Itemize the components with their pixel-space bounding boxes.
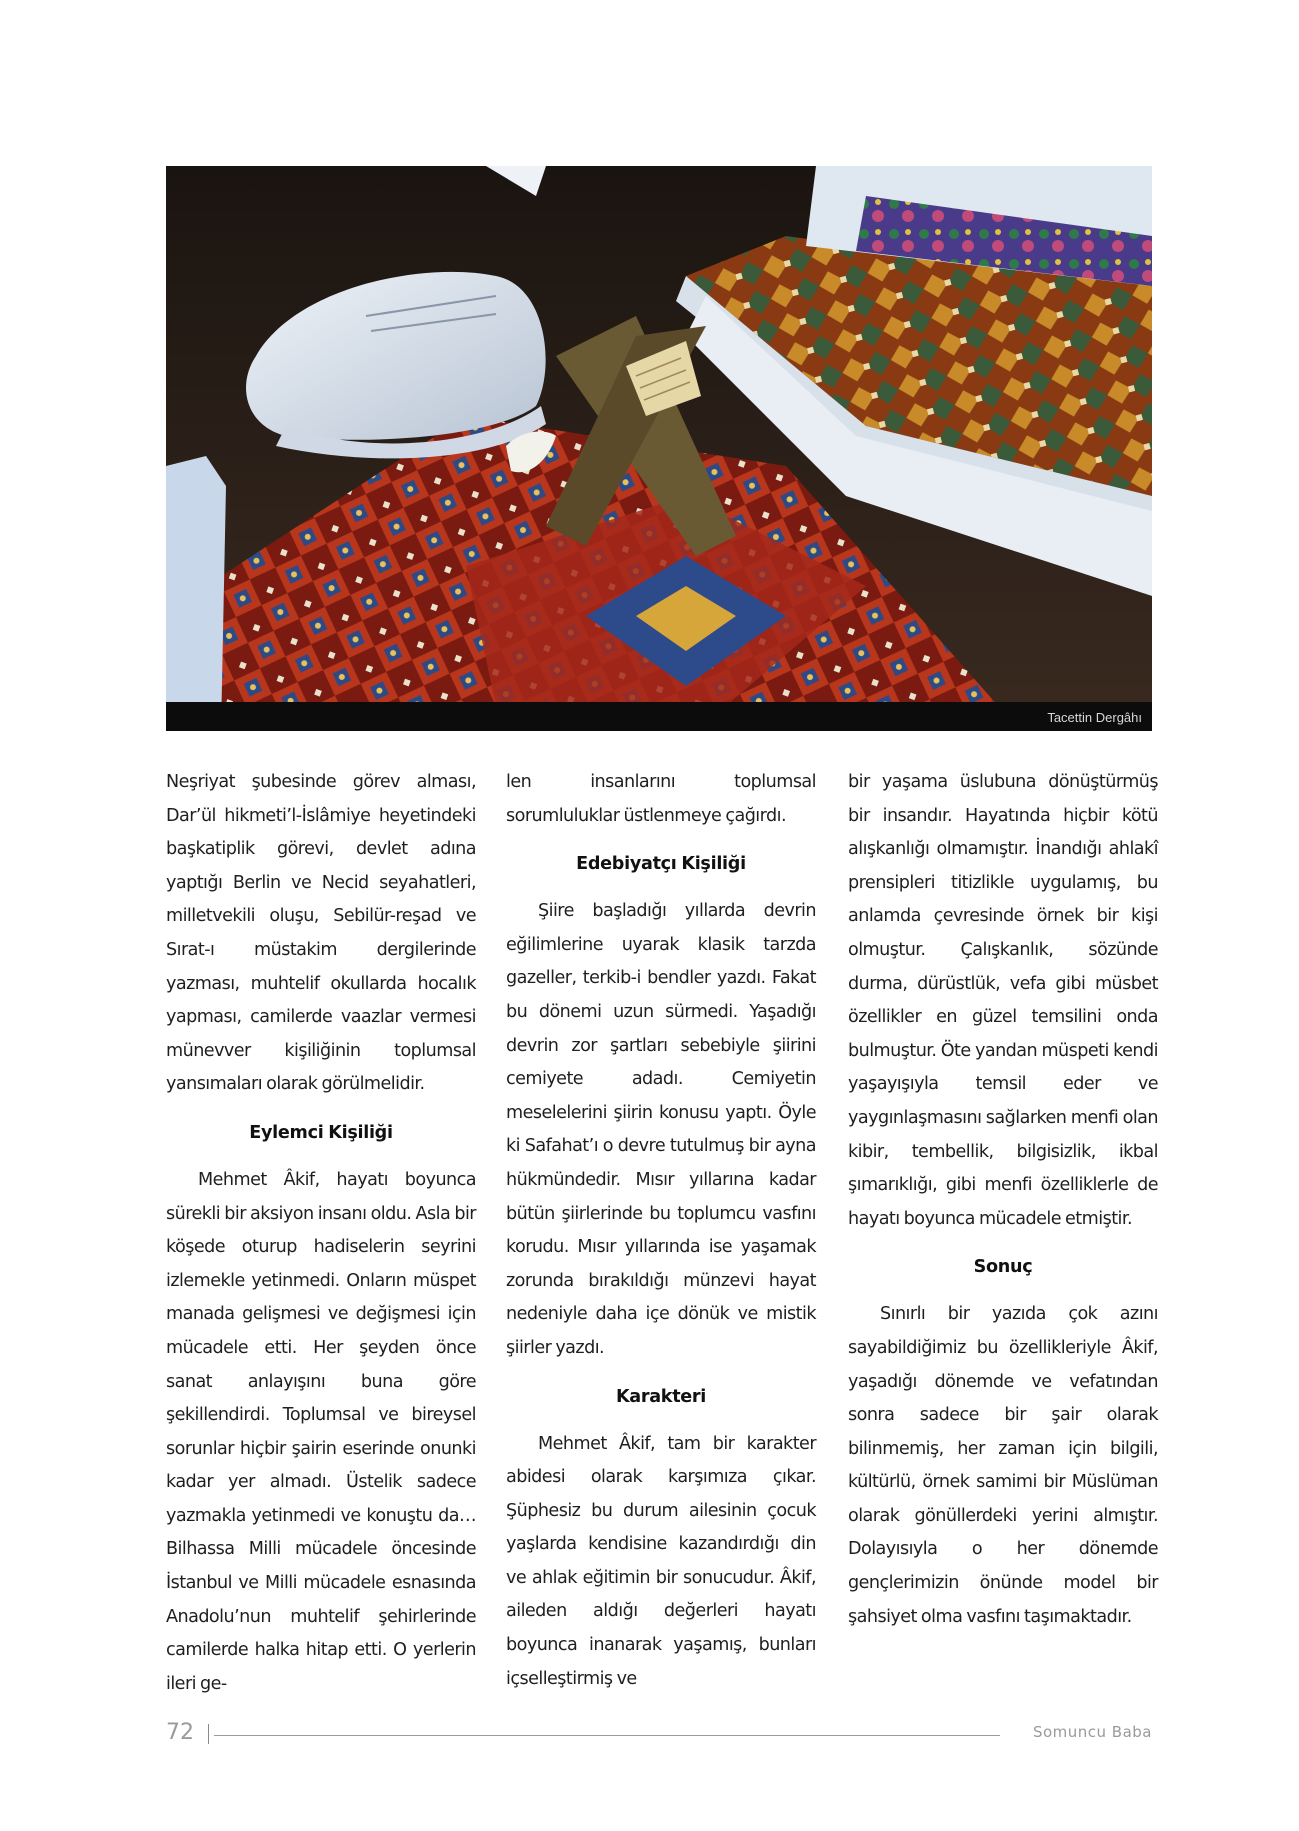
text-column-2: [506, 766, 816, 1696]
photo-caption: Tacettin Dergâhı: [1047, 710, 1142, 725]
text-column-3: [848, 766, 1158, 1634]
page-number: 72: [166, 1720, 194, 1745]
magazine-name: Somuncu Baba: [1032, 1723, 1152, 1741]
page-footer: [166, 1722, 1152, 1748]
section-heading-eylemci: Eylemci Kişiliği: [249, 1122, 393, 1143]
paragraph: len insanlarını toplumsal sorumluluklar üstlenmeye çağırdı.: [506, 772, 816, 826]
section-heading-karakteri: Karakteri: [615, 1386, 707, 1407]
section-heading-edebiyatci: Edebiyatçı Kişiliği: [576, 854, 746, 875]
paragraph: bir yaşama üslubuna dönüştürmüş bir insandır. Hayatında hiçbir kötü alışkanlığı olmamıştır. İnandığı ahlakî prensipleri titizlikle uygulamış, bu anlamda çevresinde örnek bir kişi olmuştur. Çalışkanlık, sözünde durma, dürüstlük, vefa gibi müsbet özellikler en güzel temsilini onda bulmuştur. Öte yandan müspeti kendi yaşayışıyla temsil eder ve yaygınlaşmasını sağlarken menfi olan kibir, tembellik, bilgisizlik, ikbal şımarıklığı, gibi menfi özelliklerle de hayatı boyunca mücadele etmiştir.: [848, 772, 1158, 1229]
article-photo: [166, 166, 1152, 731]
footer-divider-tick: [208, 1724, 209, 1744]
footer-rule: [214, 1735, 1000, 1736]
paragraph: Şiire başladığı yıllarda devrin eğilimlerine uyarak klasik tarzda gazeller, terkib-i bendler yazdı. Fakat bu dönemi uzun sürmedi. Yaşadığı devrin zor şartları sebebiyle şiirini cemiyete adadı. Cemiyetin meselelerini şiirin konusu yaptı. Öyle ki Safahat’ı o devre tutulmuş bir ayna hükmündedir. Mısır yıllarına kadar bütün şiirlerinde bu toplumcu vasfını korudu. Mısır yıllarında ise yaşamak zorunda bırakıldığı münzevi hayat nedeniyle daha içe dönük ve mistik şiirler yazdı.: [506, 901, 816, 1358]
paragraph: Sınırlı bir yazıda çok azını sayabildiğimiz bu özellikleriyle Âkif, yaşadığı dönemde ve vefatından sonra sadece bir şair olarak bilinmemiş, her zaman için bilgili, kültürlü, örnek samimi bir Müslüman olarak gönüllerdeki yerini almıştır. Dolayısıyla o her dönemde gençlerimizin önünde model bir şahsiyet olma vasfını taşımaktadır.: [848, 1304, 1158, 1627]
text-column-1: [166, 766, 476, 1701]
shrine-photo-illustration: [166, 166, 1152, 731]
paragraph: Neşriyat şubesinde görev alması, Dar’ül hikmeti’l-İslâmiye heyetindeki başkatiplik görevi, devlet adına yaptığı Berlin ve Necid seyahatleri, milletvekili oluşu, Sebilür-reşad ve Sırat-ı müstakim dergilerinde yazması, muhtelif okullarda hocalık yapması, camilerde vaazlar vermesi münevver kişiliğinin toplumsal yansımaları olarak görülmelidir.: [166, 772, 476, 1095]
paragraph: Mehmet Âkif, hayatı boyunca sürekli bir aksiyon insanı oldu. Asla bir köşede oturup hadiselerin seyrini izlemekle yetinmedi. Onların müspet manada gelişmesi ve değişmesi için mücadele etti. Her şeyden önce sanat anlayışını buna göre şekillendirdi. Toplumsal ve bireysel sorunlar hiçbir şairin eserinde onunki kadar yer almadı. Üstelik sadece yazmakla yetinmedi ve konuştu da…Bilhassa Milli mücadele öncesinde İstanbul ve Milli mücadele esnasında Anadolu’nun muhtelif şehirlerinde camilerde halka hitap etti. O yerlerin ileri ge-: [166, 1169, 476, 1694]
section-heading-sonuc: Sonuç: [973, 1257, 1033, 1278]
paragraph: Mehmet Âkif, tam bir karakter abidesi olarak karşımıza çıkar. Şüphesiz bu durum ailesinin çocuk yaşlarda kendisine kazandırdığı din ve ahlak eğitimin bir sonucudur. Âkif, aileden aldığı değerleri hayatı boyunca inanarak yaşamış, bunları içselleştirmiş ve: [506, 1433, 816, 1689]
